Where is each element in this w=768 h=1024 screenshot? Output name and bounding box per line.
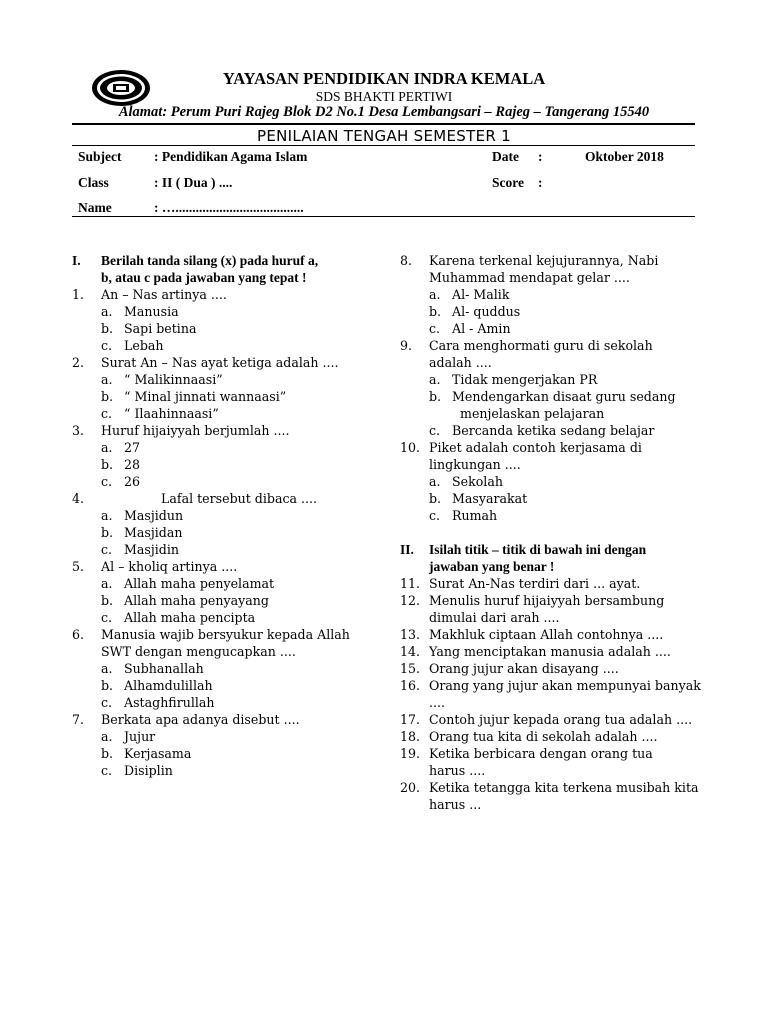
answer-option bbox=[400, 507, 700, 524]
essay-question-list bbox=[400, 575, 700, 813]
question-text: Lafal tersebut dibaca .... bbox=[101, 491, 318, 506]
question-row bbox=[400, 592, 700, 609]
school-address: Alamat: Perum Puri Rajeg Blok D2 No.1 Desa Lembangsari – Rajeg – Tangerang 15540 bbox=[118, 104, 650, 120]
option-letter: c. bbox=[101, 474, 113, 489]
question-row bbox=[400, 711, 700, 728]
option-letter: c. bbox=[101, 695, 113, 710]
question-text: Menulis huruf hijaiyyah bersambung bbox=[429, 593, 665, 608]
answer-option bbox=[72, 473, 372, 490]
question-row bbox=[400, 575, 700, 592]
option-text: Manusia bbox=[124, 304, 179, 319]
option-text: Tidak mengerjakan PR bbox=[452, 372, 598, 387]
answer-option bbox=[72, 575, 372, 592]
spacer bbox=[400, 524, 700, 541]
section-2-instruction-line2: jawaban yang benar ! bbox=[429, 559, 555, 574]
question-text: Surat An-Nas terdiri dari ... ayat. bbox=[429, 576, 641, 591]
question-text: SWT dengan mengucapkan .... bbox=[101, 644, 296, 659]
question-text: Orang jujur akan disayang .... bbox=[429, 661, 619, 676]
question-text: Berkata apa adanya disebut .... bbox=[101, 712, 300, 727]
option-text: Mendengarkan disaat guru sedang bbox=[452, 389, 676, 404]
option-letter: a. bbox=[101, 729, 113, 744]
option-letter: b. bbox=[101, 321, 114, 336]
header-divider-thick bbox=[72, 123, 695, 125]
question-row bbox=[72, 490, 372, 507]
answer-option bbox=[400, 320, 700, 337]
option-text: 26 bbox=[124, 474, 141, 489]
question-number: 6. bbox=[72, 627, 85, 642]
question-row-cont bbox=[72, 643, 372, 660]
score-label: Score bbox=[492, 175, 524, 190]
question-row bbox=[72, 354, 372, 371]
option-letter: c. bbox=[101, 542, 113, 557]
option-letter: b. bbox=[101, 389, 114, 404]
question-row bbox=[72, 558, 372, 575]
option-text: 28 bbox=[124, 457, 141, 472]
subject-value: : Pendidikan Agama Islam bbox=[154, 149, 308, 164]
answer-option bbox=[400, 371, 700, 388]
class-value: : II ( Dua ) .... bbox=[154, 175, 233, 190]
question-row bbox=[400, 728, 700, 745]
question-number: 10. bbox=[400, 440, 421, 455]
option-letter: c. bbox=[429, 423, 441, 438]
question-text: harus ... bbox=[429, 797, 482, 812]
question-number: 8. bbox=[400, 253, 413, 268]
option-letter: c. bbox=[101, 406, 113, 421]
answer-option bbox=[400, 490, 700, 507]
question-number: 19. bbox=[400, 746, 421, 761]
answer-option bbox=[72, 303, 372, 320]
option-text: Lebah bbox=[124, 338, 164, 353]
question-text: Ketika berbicara dengan orang tua bbox=[429, 746, 653, 761]
question-number: 1. bbox=[72, 287, 85, 302]
question-row-cont bbox=[400, 762, 700, 779]
option-letter: b. bbox=[101, 593, 114, 608]
question-list-left bbox=[72, 286, 372, 779]
left-column bbox=[72, 252, 372, 779]
option-letter: a. bbox=[101, 508, 113, 523]
option-letter: a. bbox=[429, 372, 441, 387]
question-row bbox=[400, 626, 700, 643]
section-1-heading bbox=[72, 252, 372, 269]
question-number: 17. bbox=[400, 712, 421, 727]
answer-option bbox=[72, 439, 372, 456]
info-divider bbox=[72, 216, 695, 217]
option-letter: a. bbox=[101, 304, 113, 319]
question-row bbox=[400, 337, 700, 354]
option-text: Astaghfirullah bbox=[124, 695, 215, 710]
question-text: Contoh jujur kepada orang tua adalah .... bbox=[429, 712, 693, 727]
score-colon: : bbox=[538, 175, 543, 190]
section-1-instruction-line1: Berilah tanda silang (x) pada huruf a, bbox=[101, 253, 319, 268]
question-row bbox=[400, 779, 700, 796]
section-2-roman: II. bbox=[400, 542, 414, 557]
option-letter: c. bbox=[101, 610, 113, 625]
option-text: Allah maha pencipta bbox=[124, 610, 256, 625]
question-row bbox=[400, 677, 700, 694]
question-text: Orang tua kita di sekolah adalah .... bbox=[429, 729, 658, 744]
option-letter: a. bbox=[101, 661, 113, 676]
option-letter: c. bbox=[101, 763, 113, 778]
option-letter: b. bbox=[429, 389, 442, 404]
question-row-cont bbox=[400, 609, 700, 626]
question-number: 14. bbox=[400, 644, 421, 659]
option-letter: c. bbox=[429, 321, 441, 336]
question-text: Makhluk ciptaan Allah contohnya .... bbox=[429, 627, 664, 642]
answer-option bbox=[72, 405, 372, 422]
option-letter: a. bbox=[101, 576, 113, 591]
option-text: Rumah bbox=[452, 508, 498, 523]
answer-option bbox=[72, 524, 372, 541]
question-number: 3. bbox=[72, 423, 85, 438]
answer-option bbox=[72, 456, 372, 473]
option-letter: a. bbox=[101, 440, 113, 455]
answer-option bbox=[72, 388, 372, 405]
section-2-instruction-line1: Isilah titik – titik di bawah ini dengan bbox=[429, 542, 647, 557]
question-text: harus .... bbox=[429, 763, 486, 778]
option-text: “ Ilaahinnaasi” bbox=[124, 406, 219, 421]
question-row-cont bbox=[400, 694, 700, 711]
option-text: Disiplin bbox=[124, 763, 173, 778]
section-1-roman: I. bbox=[72, 253, 81, 268]
question-text: Huruf hijaiyyah berjumlah .... bbox=[101, 423, 290, 438]
question-number: 11. bbox=[400, 576, 421, 591]
question-text: Surat An – Nas ayat ketiga adalah .... bbox=[101, 355, 339, 370]
question-number: 2. bbox=[72, 355, 85, 370]
option-letter: a. bbox=[101, 372, 113, 387]
question-number: 16. bbox=[400, 678, 421, 693]
option-text: Masjidin bbox=[124, 542, 179, 557]
option-text: Al- quddus bbox=[452, 304, 521, 319]
option-text: Sapi betina bbox=[124, 321, 197, 336]
question-number: 7. bbox=[72, 712, 85, 727]
question-text: Al – kholiq artinya .... bbox=[101, 559, 238, 574]
option-letter: a. bbox=[429, 474, 441, 489]
name-value: : …...................................... bbox=[154, 200, 304, 215]
option-text: Allah maha penyelamat bbox=[124, 576, 275, 591]
option-letter: a. bbox=[429, 287, 441, 302]
answer-option bbox=[400, 286, 700, 303]
question-text: An – Nas artinya .... bbox=[101, 287, 227, 302]
school-name: SDS BHAKTI PERTIWI bbox=[315, 89, 453, 104]
question-row-cont bbox=[400, 796, 700, 813]
class-label: Class bbox=[78, 175, 109, 190]
right-column bbox=[400, 252, 700, 813]
answer-option bbox=[400, 422, 700, 439]
date-colon: : bbox=[538, 149, 543, 164]
question-text: Piket adalah contoh kerjasama di bbox=[429, 440, 642, 455]
option-letter: b. bbox=[101, 678, 114, 693]
foundation-name: YAYASAN PENDIDIKAN INDRA KEMALA bbox=[222, 69, 546, 88]
question-text: adalah .... bbox=[429, 355, 492, 370]
answer-option bbox=[72, 507, 372, 524]
question-text: .... bbox=[429, 695, 446, 710]
section-1-heading-cont bbox=[72, 269, 372, 286]
question-row bbox=[400, 660, 700, 677]
option-text: Allah maha penyayang bbox=[124, 593, 269, 608]
section-2-heading-cont bbox=[400, 558, 700, 575]
question-text: Cara menghormati guru di sekolah bbox=[429, 338, 653, 353]
question-row bbox=[72, 422, 372, 439]
question-row-cont bbox=[400, 269, 700, 286]
answer-option bbox=[72, 371, 372, 388]
answer-option bbox=[72, 609, 372, 626]
subject-label: Subject bbox=[78, 149, 122, 164]
question-text: Yang menciptakan manusia adalah .... bbox=[429, 644, 671, 659]
answer-option bbox=[400, 388, 700, 405]
question-row bbox=[400, 252, 700, 269]
date-label: Date bbox=[492, 149, 519, 164]
option-text: Al - Amin bbox=[452, 321, 511, 336]
option-text: Al- Malik bbox=[452, 287, 510, 302]
option-letter: c. bbox=[429, 508, 441, 523]
option-letter: b. bbox=[101, 746, 114, 761]
exam-title: PENILAIAN TENGAH SEMESTER 1 bbox=[256, 127, 511, 145]
option-text: “ Minal jinnati wannaasi” bbox=[124, 389, 287, 404]
answer-option bbox=[72, 745, 372, 762]
section-2-heading bbox=[400, 541, 700, 558]
question-number: 20. bbox=[400, 780, 421, 795]
question-text: Muhammad mendapat gelar .... bbox=[429, 270, 630, 285]
answer-option bbox=[72, 728, 372, 745]
option-text: Subhanallah bbox=[124, 661, 204, 676]
question-text: Manusia wajib bersyukur kepada Allah bbox=[101, 627, 350, 642]
answer-option bbox=[72, 337, 372, 354]
question-row bbox=[400, 745, 700, 762]
question-number: 4. bbox=[72, 491, 85, 506]
question-number: 18. bbox=[400, 729, 421, 744]
question-row-cont bbox=[400, 354, 700, 371]
question-list-right bbox=[400, 252, 700, 524]
question-row bbox=[72, 286, 372, 303]
question-text: Karena terkenal kejujurannya, Nabi bbox=[429, 253, 659, 268]
option-text: menjelaskan pelajaran bbox=[452, 406, 605, 421]
question-number: 9. bbox=[400, 338, 413, 353]
option-text: Alhamdulillah bbox=[124, 678, 213, 693]
answer-option bbox=[72, 541, 372, 558]
name-label: Name bbox=[78, 200, 112, 215]
question-row bbox=[400, 643, 700, 660]
answer-option bbox=[72, 320, 372, 337]
question-text: dimulai dari arah .... bbox=[429, 610, 560, 625]
answer-option bbox=[72, 592, 372, 609]
option-text: Jujur bbox=[124, 729, 156, 744]
option-text: 27 bbox=[124, 440, 141, 455]
question-number: 5. bbox=[72, 559, 85, 574]
answer-option bbox=[72, 660, 372, 677]
option-text: Kerjasama bbox=[124, 746, 192, 761]
answer-option bbox=[72, 762, 372, 779]
section-1-instruction-line2: b, atau c pada jawaban yang tepat ! bbox=[101, 270, 307, 285]
question-text: lingkungan .... bbox=[429, 457, 521, 472]
question-number: 13. bbox=[400, 627, 421, 642]
date-value: Oktober 2018 bbox=[585, 149, 664, 164]
option-text: Sekolah bbox=[452, 474, 503, 489]
question-number: 15. bbox=[400, 661, 421, 676]
answer-option bbox=[400, 405, 700, 422]
option-text: Bercanda ketika sedang belajar bbox=[452, 423, 655, 438]
option-letter: b. bbox=[429, 491, 442, 506]
option-text: “ Malikinnaasi” bbox=[124, 372, 223, 387]
option-text: Masyarakat bbox=[452, 491, 528, 506]
answer-option bbox=[72, 694, 372, 711]
option-letter: c. bbox=[101, 338, 113, 353]
question-row bbox=[72, 711, 372, 728]
question-row bbox=[400, 439, 700, 456]
answer-option bbox=[72, 677, 372, 694]
question-row-cont bbox=[400, 456, 700, 473]
answer-option bbox=[400, 303, 700, 320]
title-divider bbox=[72, 145, 695, 146]
option-letter: b. bbox=[101, 525, 114, 540]
option-text: Masjidan bbox=[124, 525, 183, 540]
option-letter: b. bbox=[429, 304, 442, 319]
question-number: 12. bbox=[400, 593, 421, 608]
answer-option bbox=[400, 473, 700, 490]
question-text: Ketika tetangga kita terkena musibah kita bbox=[429, 780, 699, 795]
option-text: Masjidun bbox=[124, 508, 184, 523]
question-text: Orang yang jujur akan mempunyai banyak bbox=[429, 678, 701, 693]
question-row bbox=[72, 626, 372, 643]
option-letter: b. bbox=[101, 457, 114, 472]
